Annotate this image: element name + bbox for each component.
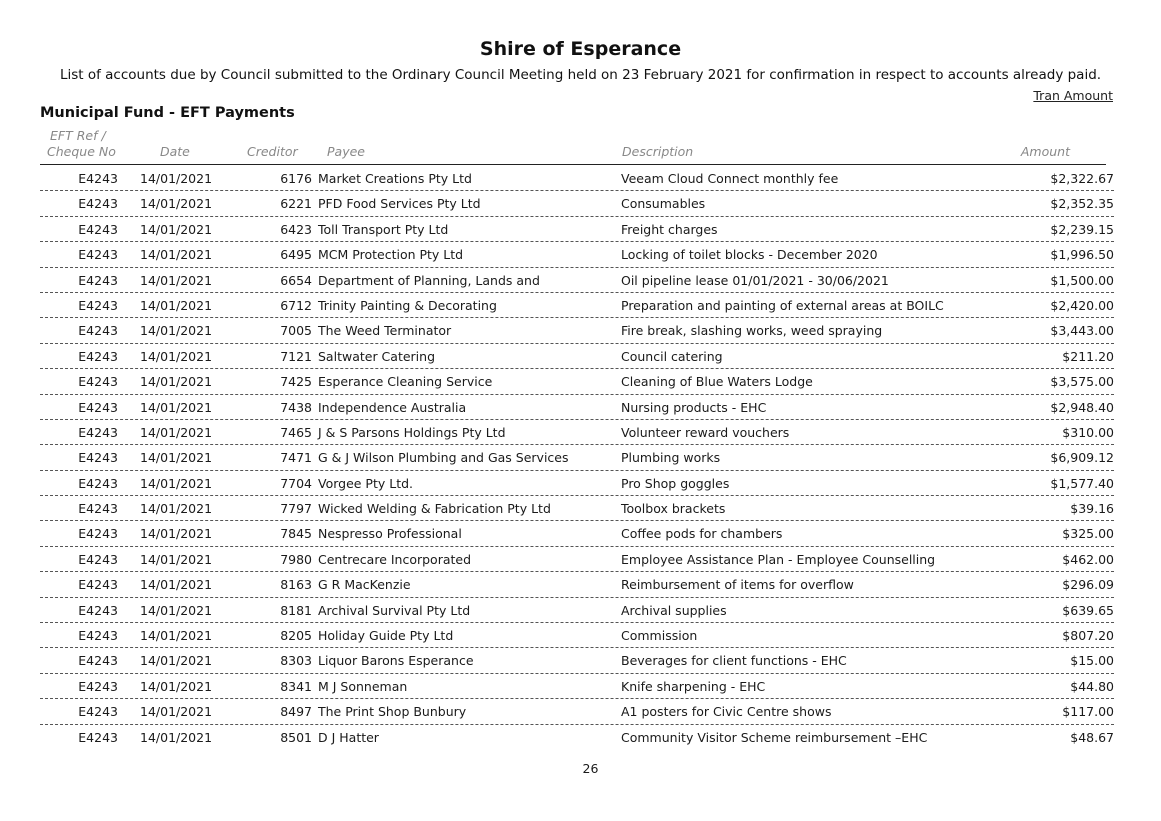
cell-payee: Centrecare Incorporated	[318, 551, 472, 567]
cell-amount: $15.00	[1070, 653, 1114, 669]
header-creditor: Creditor	[247, 144, 298, 159]
cell-description: Pro Shop goggles	[621, 475, 730, 491]
cell-amount: $1,996.50	[1050, 247, 1114, 263]
table-row	[40, 648, 1114, 673]
cell-date: 14/01/2021	[140, 678, 213, 694]
cell-creditor: 7438	[280, 399, 312, 415]
cell-creditor: 8341	[280, 678, 312, 694]
cell-payee: PFD Food Services Pty Ltd	[318, 196, 481, 212]
cell-description: Preparation and painting of external areas at BOILC	[621, 297, 944, 313]
cell-date: 14/01/2021	[140, 171, 213, 186]
cell-payee: G & J Wilson Plumbing and Gas Services	[318, 450, 569, 466]
document-subtitle: List of accounts due by Council submitted to the Ordinary Council Meeting held on 23 February 2021 for confirmation in respect to accounts already paid.	[59, 67, 1102, 83]
cell-description: Archival supplies	[621, 602, 727, 618]
table-header	[40, 126, 1106, 165]
cell-date: 14/01/2021	[140, 653, 213, 669]
cell-date: 14/01/2021	[140, 450, 213, 466]
cell-payee: Holiday Guide Pty Ltd	[318, 628, 454, 644]
header-date: Date	[160, 144, 190, 159]
cell-payee: Nespresso Professional	[318, 526, 462, 542]
table-row	[40, 395, 1114, 420]
cell-description: Council catering	[621, 348, 723, 364]
cell-date: 14/01/2021	[140, 374, 213, 390]
cell-description: Toolbox brackets	[621, 501, 726, 517]
cell-eft-ref: E4243	[78, 450, 118, 466]
cell-eft-ref: E4243	[78, 678, 118, 694]
cell-date: 14/01/2021	[140, 272, 213, 288]
cell-amount: $462.00	[1062, 551, 1114, 567]
cell-date: 14/01/2021	[140, 297, 213, 313]
cell-amount: $39.16	[1070, 501, 1114, 517]
table-row	[40, 445, 1114, 470]
cell-eft-ref: E4243	[78, 374, 118, 390]
header-description: Description	[622, 144, 694, 159]
table-row	[40, 547, 1114, 572]
tran-amount-label: Tran Amount	[1033, 88, 1113, 103]
cell-eft-ref: E4243	[78, 475, 118, 491]
cell-creditor: 7704	[280, 475, 312, 491]
header-amount: Amount	[1020, 144, 1070, 159]
cell-description: Fire break, slashing works, weed spraying	[621, 323, 883, 339]
table-row	[40, 598, 1114, 623]
cell-creditor: 8205	[280, 628, 312, 644]
cell-creditor: 7005	[280, 323, 312, 339]
cell-amount: $48.67	[1070, 729, 1114, 745]
cell-description: Community Visitor Scheme reimbursement –EHC	[621, 729, 928, 745]
document-title: Shire of Esperance	[479, 38, 682, 60]
table-row	[40, 471, 1114, 496]
header-ref-line2: Cheque No	[47, 144, 116, 159]
cell-date: 14/01/2021	[140, 399, 213, 415]
table-row	[40, 166, 1114, 191]
table-row	[40, 217, 1114, 242]
cell-amount: $2,239.15	[1050, 221, 1114, 237]
table-row	[40, 725, 1114, 749]
cell-payee: Wicked Welding & Fabrication Pty Ltd	[318, 501, 551, 517]
table-row	[40, 521, 1114, 546]
cell-eft-ref: E4243	[78, 501, 118, 517]
table-row	[40, 699, 1114, 724]
cell-creditor: 8501	[280, 729, 312, 745]
cell-amount: $1,500.00	[1050, 272, 1114, 288]
cell-eft-ref: E4243	[78, 221, 118, 237]
page-number: 26	[582, 761, 599, 776]
cell-amount: $44.80	[1070, 678, 1114, 694]
cell-eft-ref: E4243	[78, 424, 118, 440]
cell-payee: Trinity Painting & Decorating	[318, 297, 497, 313]
cell-amount: $325.00	[1062, 526, 1114, 542]
cell-amount: $117.00	[1062, 704, 1114, 720]
cell-eft-ref: E4243	[78, 297, 118, 313]
cell-description: Locking of toilet blocks - December 2020	[621, 247, 878, 263]
cell-eft-ref: E4243	[78, 171, 118, 186]
cell-amount: $310.00	[1062, 424, 1114, 440]
cell-description: Cleaning of Blue Waters Lodge	[621, 374, 813, 390]
cell-payee: The Weed Terminator	[318, 323, 452, 339]
cell-description: A1 posters for Civic Centre shows	[621, 704, 832, 720]
section-title: Municipal Fund - EFT Payments	[40, 105, 295, 121]
cell-payee: Market Creations Pty Ltd	[318, 171, 472, 186]
cell-date: 14/01/2021	[140, 247, 213, 263]
cell-eft-ref: E4243	[78, 551, 118, 567]
cell-eft-ref: E4243	[78, 704, 118, 720]
cell-amount: $6,909.12	[1050, 450, 1114, 466]
cell-payee: M J Sonneman	[318, 678, 408, 694]
table-row	[40, 420, 1114, 445]
cell-description: Beverages for client functions - EHC	[621, 653, 847, 669]
cell-creditor: 7121	[280, 348, 312, 364]
cell-date: 14/01/2021	[140, 348, 213, 364]
cell-amount: $296.09	[1062, 577, 1114, 593]
cell-payee: Toll Transport Pty Ltd	[318, 221, 449, 237]
cell-payee: Liquor Barons Esperance	[318, 653, 474, 669]
cell-creditor: 6221	[280, 196, 312, 212]
table-row	[40, 674, 1114, 699]
cell-payee: Independence Australia	[318, 399, 467, 415]
cell-amount: $1,577.40	[1050, 475, 1114, 491]
table-row	[40, 268, 1114, 293]
cell-eft-ref: E4243	[78, 323, 118, 339]
cell-date: 14/01/2021	[140, 551, 213, 567]
cell-amount: $2,420.00	[1050, 297, 1114, 313]
cell-amount: $3,443.00	[1050, 323, 1114, 339]
cell-description: Freight charges	[621, 221, 718, 237]
cell-amount: $211.20	[1062, 348, 1114, 364]
cell-creditor: 7797	[280, 501, 312, 517]
cell-creditor: 6712	[280, 297, 312, 313]
cell-payee: The Print Shop Bunbury	[318, 704, 467, 720]
cell-payee: Department of Planning, Lands and	[318, 272, 540, 288]
cell-eft-ref: E4243	[78, 653, 118, 669]
table-row	[40, 623, 1114, 648]
cell-description: Oil pipeline lease 01/01/2021 - 30/06/2021	[621, 272, 889, 288]
cell-eft-ref: E4243	[78, 526, 118, 542]
cell-creditor: 7471	[280, 450, 312, 466]
cell-date: 14/01/2021	[140, 424, 213, 440]
cell-description: Volunteer reward vouchers	[621, 424, 790, 440]
cell-date: 14/01/2021	[140, 526, 213, 542]
cell-eft-ref: E4243	[78, 602, 118, 618]
table-row	[40, 242, 1114, 267]
table-row	[40, 318, 1114, 343]
cell-description: Consumables	[621, 196, 706, 212]
cell-payee: D J Hatter	[318, 729, 379, 745]
cell-creditor: 6176	[280, 171, 312, 186]
cell-description: Plumbing works	[621, 450, 721, 466]
cell-eft-ref: E4243	[78, 399, 118, 415]
cell-creditor: 8303	[280, 653, 312, 669]
cell-date: 14/01/2021	[140, 729, 213, 745]
cell-creditor: 8181	[280, 602, 312, 618]
cell-amount: $639.65	[1062, 602, 1114, 618]
cell-description: Coffee pods for chambers	[621, 526, 783, 542]
cell-eft-ref: E4243	[78, 272, 118, 288]
cell-date: 14/01/2021	[140, 221, 213, 237]
cell-creditor: 7425	[280, 374, 312, 390]
cell-eft-ref: E4243	[78, 247, 118, 263]
payments-table	[40, 166, 1114, 749]
cell-amount: $807.20	[1062, 628, 1114, 644]
cell-creditor: 6654	[280, 272, 312, 288]
header-payee: Payee	[327, 144, 365, 159]
cell-creditor: 7465	[280, 424, 312, 440]
cell-amount: $3,575.00	[1050, 374, 1114, 390]
cell-eft-ref: E4243	[78, 348, 118, 364]
cell-amount: $2,322.67	[1050, 171, 1114, 186]
cell-amount: $2,948.40	[1050, 399, 1114, 415]
cell-date: 14/01/2021	[140, 501, 213, 517]
cell-eft-ref: E4243	[78, 729, 118, 745]
cell-eft-ref: E4243	[78, 196, 118, 212]
cell-payee: J & S Parsons Holdings Pty Ltd	[318, 424, 506, 440]
cell-eft-ref: E4243	[78, 577, 118, 593]
cell-payee: Saltwater Catering	[318, 348, 436, 364]
cell-creditor: 8497	[280, 704, 312, 720]
cell-date: 14/01/2021	[140, 628, 213, 644]
cell-description: Reimbursement of items for overflow	[621, 577, 854, 593]
cell-creditor: 7845	[280, 526, 312, 542]
cell-date: 14/01/2021	[140, 704, 213, 720]
cell-eft-ref: E4243	[78, 628, 118, 644]
cell-description: Nursing products - EHC	[621, 399, 767, 415]
cell-date: 14/01/2021	[140, 602, 213, 618]
cell-description: Knife sharpening - EHC	[621, 678, 766, 694]
table-row	[40, 344, 1114, 369]
cell-description: Veeam Cloud Connect monthly fee	[621, 171, 839, 186]
header-ref-line1: EFT Ref /	[50, 128, 106, 143]
cell-date: 14/01/2021	[140, 475, 213, 491]
cell-creditor: 6495	[280, 247, 312, 263]
table-row	[40, 191, 1114, 216]
cell-date: 14/01/2021	[140, 323, 213, 339]
cell-creditor: 8163	[280, 577, 312, 593]
cell-payee: Esperance Cleaning Service	[318, 374, 493, 390]
cell-description: Employee Assistance Plan - Employee Counselling	[621, 551, 936, 567]
table-row	[40, 369, 1114, 394]
cell-creditor: 7980	[280, 551, 312, 567]
cell-description: Commission	[621, 628, 698, 644]
cell-payee: Vorgee Pty Ltd.	[318, 475, 414, 491]
table-row	[40, 572, 1114, 597]
cell-date: 14/01/2021	[140, 196, 213, 212]
cell-payee: MCM Protection Pty Ltd	[318, 247, 464, 263]
cell-creditor: 6423	[280, 221, 312, 237]
cell-payee: G R MacKenzie	[318, 577, 411, 593]
cell-date: 14/01/2021	[140, 577, 213, 593]
table-row	[40, 293, 1114, 318]
table-row	[40, 496, 1114, 521]
cell-payee: Archival Survival Pty Ltd	[318, 602, 471, 618]
cell-amount: $2,352.35	[1050, 196, 1114, 212]
